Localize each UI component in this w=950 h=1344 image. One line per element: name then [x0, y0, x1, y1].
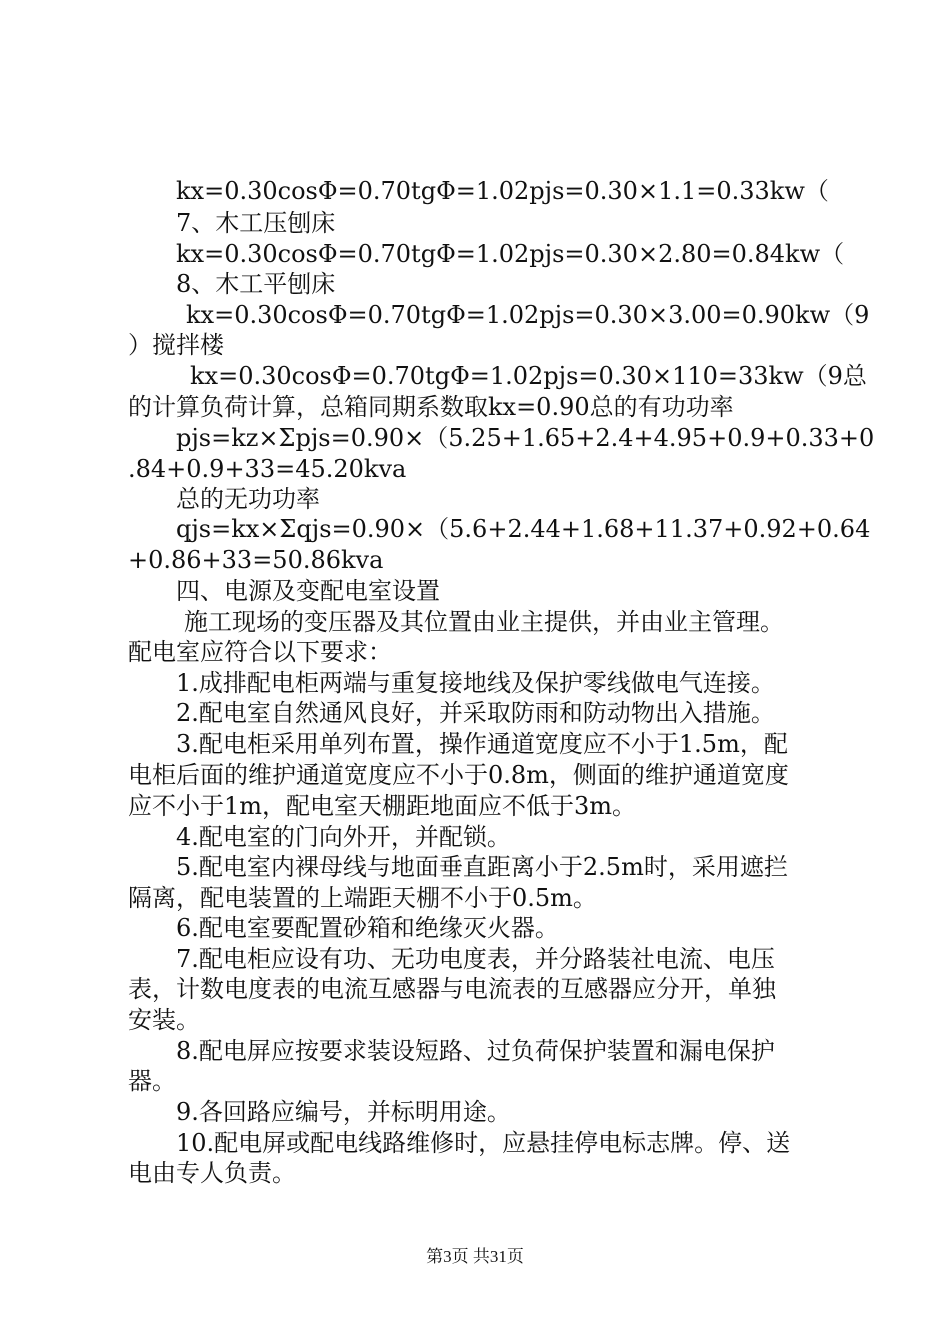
- list-item: 3.配电柜采用单列布置，操作通道宽度应不小于1.5m，配: [176, 730, 788, 758]
- text-line: 器。: [128, 1067, 176, 1095]
- list-item: 6.配电室要配置砂箱和绝缘灭火器。: [176, 914, 559, 942]
- list-item: 2.配电室自然通风良好，并采取防雨和防动物出入措施。: [176, 699, 775, 727]
- text-line: 施工现场的变压器及其位置由业主提供，并由业主管理。: [184, 608, 784, 636]
- list-item: 5.配电室内裸母线与地面垂直距离小于2.5m时，采用遮拦: [176, 853, 788, 881]
- text-line: 表，计数电度表的电流互感器与电流表的互感器应分开，单独: [128, 975, 776, 1003]
- list-item: 9.各回路应编号，并标明用途。: [176, 1098, 511, 1126]
- text-line: 隔离，配电装置的上端距天棚不小于0.5m。: [128, 884, 597, 912]
- text-line: 应不小于1m，配电室天棚距地面应不低于3m。: [128, 792, 637, 820]
- text-line: kx=0.30cosΦ=0.70tgΦ=1.02pjs=0.30×1.1=0.33kw（: [176, 177, 829, 205]
- text-line: 8、木工平刨床: [176, 270, 336, 298]
- section-heading: 四、电源及变配电室设置: [176, 577, 440, 605]
- list-item: 7.配电柜应设有功、无功电度表，并分路装社电流、电压: [176, 945, 775, 973]
- text-line: pjs=kz×Σpjs=0.90×（5.25+1.65+2.4+4.95+0.9+0.33+0: [176, 424, 875, 452]
- text-line: 7、木工压刨床: [176, 209, 336, 237]
- text-line: 电柜后面的维护通道宽度应不小于0.8m，侧面的维护通道宽度: [128, 761, 789, 789]
- text-line: kx=0.30cosΦ=0.70tgΦ=1.02pjs=0.30×2.80=0.84kw（: [176, 240, 845, 268]
- text-line: kx=0.30cosΦ=0.70tgΦ=1.02pjs=0.30×110=33kw（9总: [190, 362, 867, 390]
- text-line: kx=0.30cosΦ=0.70tgΦ=1.02pjs=0.30×3.00=0.90kw（9: [186, 301, 870, 329]
- list-item: 4.配电室的门向外开，并配锁。: [176, 823, 511, 851]
- text-line: 安装。: [128, 1006, 200, 1034]
- list-item: 10.配电屏或配电线路维修时，应悬挂停电标志牌。停、送: [176, 1129, 791, 1157]
- text-line: qjs=kx×Σqjs=0.90×（5.6+2.44+1.68+11.37+0.92+0.64: [176, 515, 871, 543]
- list-item: 8.配电屏应按要求装设短路、过负荷保护装置和漏电保护: [176, 1037, 775, 1065]
- text-line: 总的无功功率: [176, 485, 320, 513]
- text-line: .84+0.9+33=45.20kva: [128, 455, 407, 483]
- text-line: 配电室应符合以下要求：: [128, 638, 392, 666]
- list-item: 1.成排配电柜两端与重复接地线及保护零线做电气连接。: [176, 669, 775, 697]
- page-number-footer: 第3页 共31页: [426, 1247, 524, 1266]
- text-line: 电由专人负责。: [128, 1159, 296, 1187]
- text-line: ）搅拌楼: [128, 331, 224, 359]
- text-line: +0.86+33=50.86kva: [128, 546, 384, 574]
- text-line: 的计算负荷计算，总箱同期系数取kx=0.90总的有功功率: [128, 393, 734, 421]
